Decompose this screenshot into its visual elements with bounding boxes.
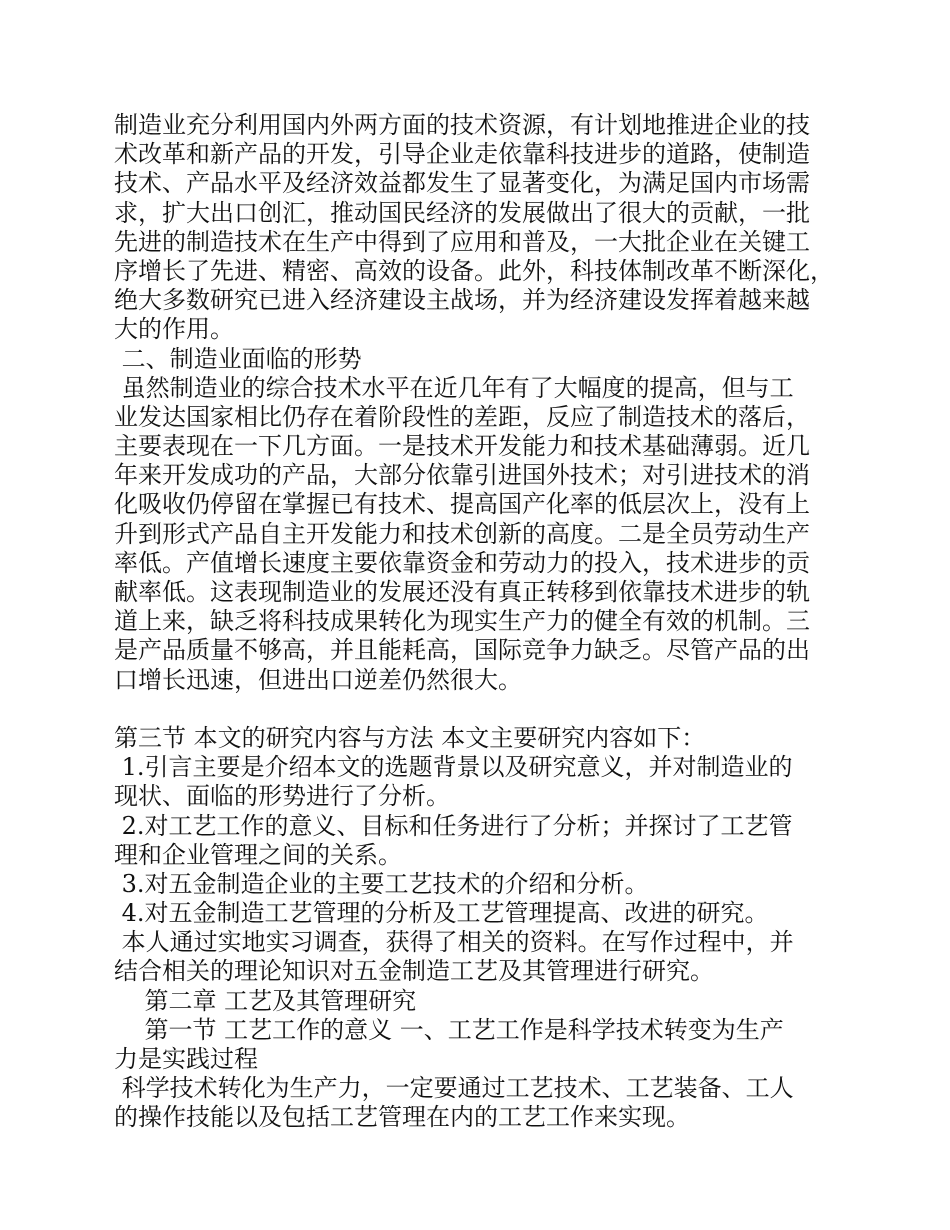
list-item: 2.对工艺工作的意义、目标和任务进行了分析；并探讨了工艺管 — [114, 811, 793, 840]
paragraph-line: 献率低。这表现制造业的发展还没有真正转移到依靠技术进步的轨 — [114, 578, 810, 606]
paragraph-line: 的操作技能以及包括工艺管理在内的工艺工作来实现。 — [114, 1103, 690, 1132]
paragraph-line: 本人通过实地实习调查，获得了相关的资料。在写作过程中，并 — [114, 928, 794, 957]
section-heading: 二、制造业面临的形势 — [114, 344, 362, 373]
document-page — [114, 111, 854, 1133]
paragraph-line: 道上来，缺乏将科技成果转化为现实生产力的健全有效的机制。三 — [114, 607, 810, 636]
list-item: 理和企业管理之间的关系。 — [114, 840, 402, 869]
paragraph-line: 口增长迅速，但进出口逆差仍然很大。 — [114, 665, 522, 694]
paragraph-line: 业发达国家相比仍存在着阶段性的差距，反应了制造技术的落后， — [114, 402, 810, 431]
paragraph-line: 化吸收仍停留在掌握已有技术、提高国产化率的低层次上，没有上 — [114, 490, 810, 519]
paragraph-line: 是产品质量不够高，并且能耗高，国际竞争力缺乏。尽管产品的出 — [114, 636, 810, 665]
section-heading: 第一节 工艺工作的意义 一、工艺工作是科学技术转变为生产 — [114, 1015, 784, 1044]
paragraph-line: 主要表现在一下几方面。一是技术开发能力和技术基础薄弱。近几 — [114, 432, 810, 461]
paragraph-line: 虽然制造业的综合技术水平在近几年有了大幅度的提高，但与工 — [114, 373, 794, 402]
paragraph-line: 率低。产值增长速度主要依靠资金和劳动力的投入，技术进步的贡 — [114, 548, 810, 577]
section-heading: 第三节 本文的研究内容与方法 本文主要研究内容如下： — [114, 723, 706, 752]
paragraph-line: 绝大多数研究已进入经济建设主战场，并为经济建设发挥着越来越 — [114, 286, 810, 315]
paragraph-line: 制造业充分利用国内外两方面的技术资源，有计划地推进企业的技 — [114, 111, 810, 139]
blank-line — [114, 695, 854, 724]
list-item: 4.对五金制造工艺管理的分析及工艺管理提高、改进的研究。 — [114, 899, 769, 928]
paragraph-line: 术改革和新产品的开发，引导企业走依靠科技进步的道路，使制造 — [114, 140, 810, 169]
text-block-1 — [114, 111, 854, 695]
paragraph-line: 大的作用。 — [114, 315, 234, 344]
list-item: 3.对五金制造企业的主要工艺技术的介绍和分析。 — [114, 869, 649, 898]
chapter-heading: 第二章 工艺及其管理研究 — [114, 986, 417, 1015]
section-heading: 力是实践过程 — [114, 1045, 258, 1073]
paragraph-line: 结合相关的理论知识对五金制造工艺及其管理进行研究。 — [114, 957, 714, 986]
list-item: 1.引言主要是介绍本文的选题背景以及研究意义，并对制造业的 — [114, 753, 793, 782]
paragraph-line: 升到形式产品自主开发能力和技术创新的高度。二是全员劳动生产 — [114, 519, 810, 548]
list-item: 现状、面临的形势进行了分析。 — [114, 782, 450, 811]
paragraph-line: 序增长了先进、精密、高效的设备。此外，科技体制改革不断深化， — [114, 256, 834, 285]
paragraph-line: 科学技术转化为生产力，一定要通过工艺技术、工艺装备、工人 — [114, 1074, 794, 1103]
paragraph-line: 技术、产品水平及经济效益都发生了显著变化，为满足国内市场需 — [114, 169, 810, 198]
paragraph-line: 年来开发成功的产品，大部分依靠引进国外技术；对引进技术的消 — [114, 461, 810, 490]
paragraph-line: 求，扩大出口创汇，推动国民经济的发展做出了很大的贡献，一批 — [114, 198, 810, 227]
paragraph-line: 先进的制造技术在生产中得到了应用和普及，一大批企业在关键工 — [114, 227, 810, 256]
text-block-2 — [114, 724, 854, 1133]
